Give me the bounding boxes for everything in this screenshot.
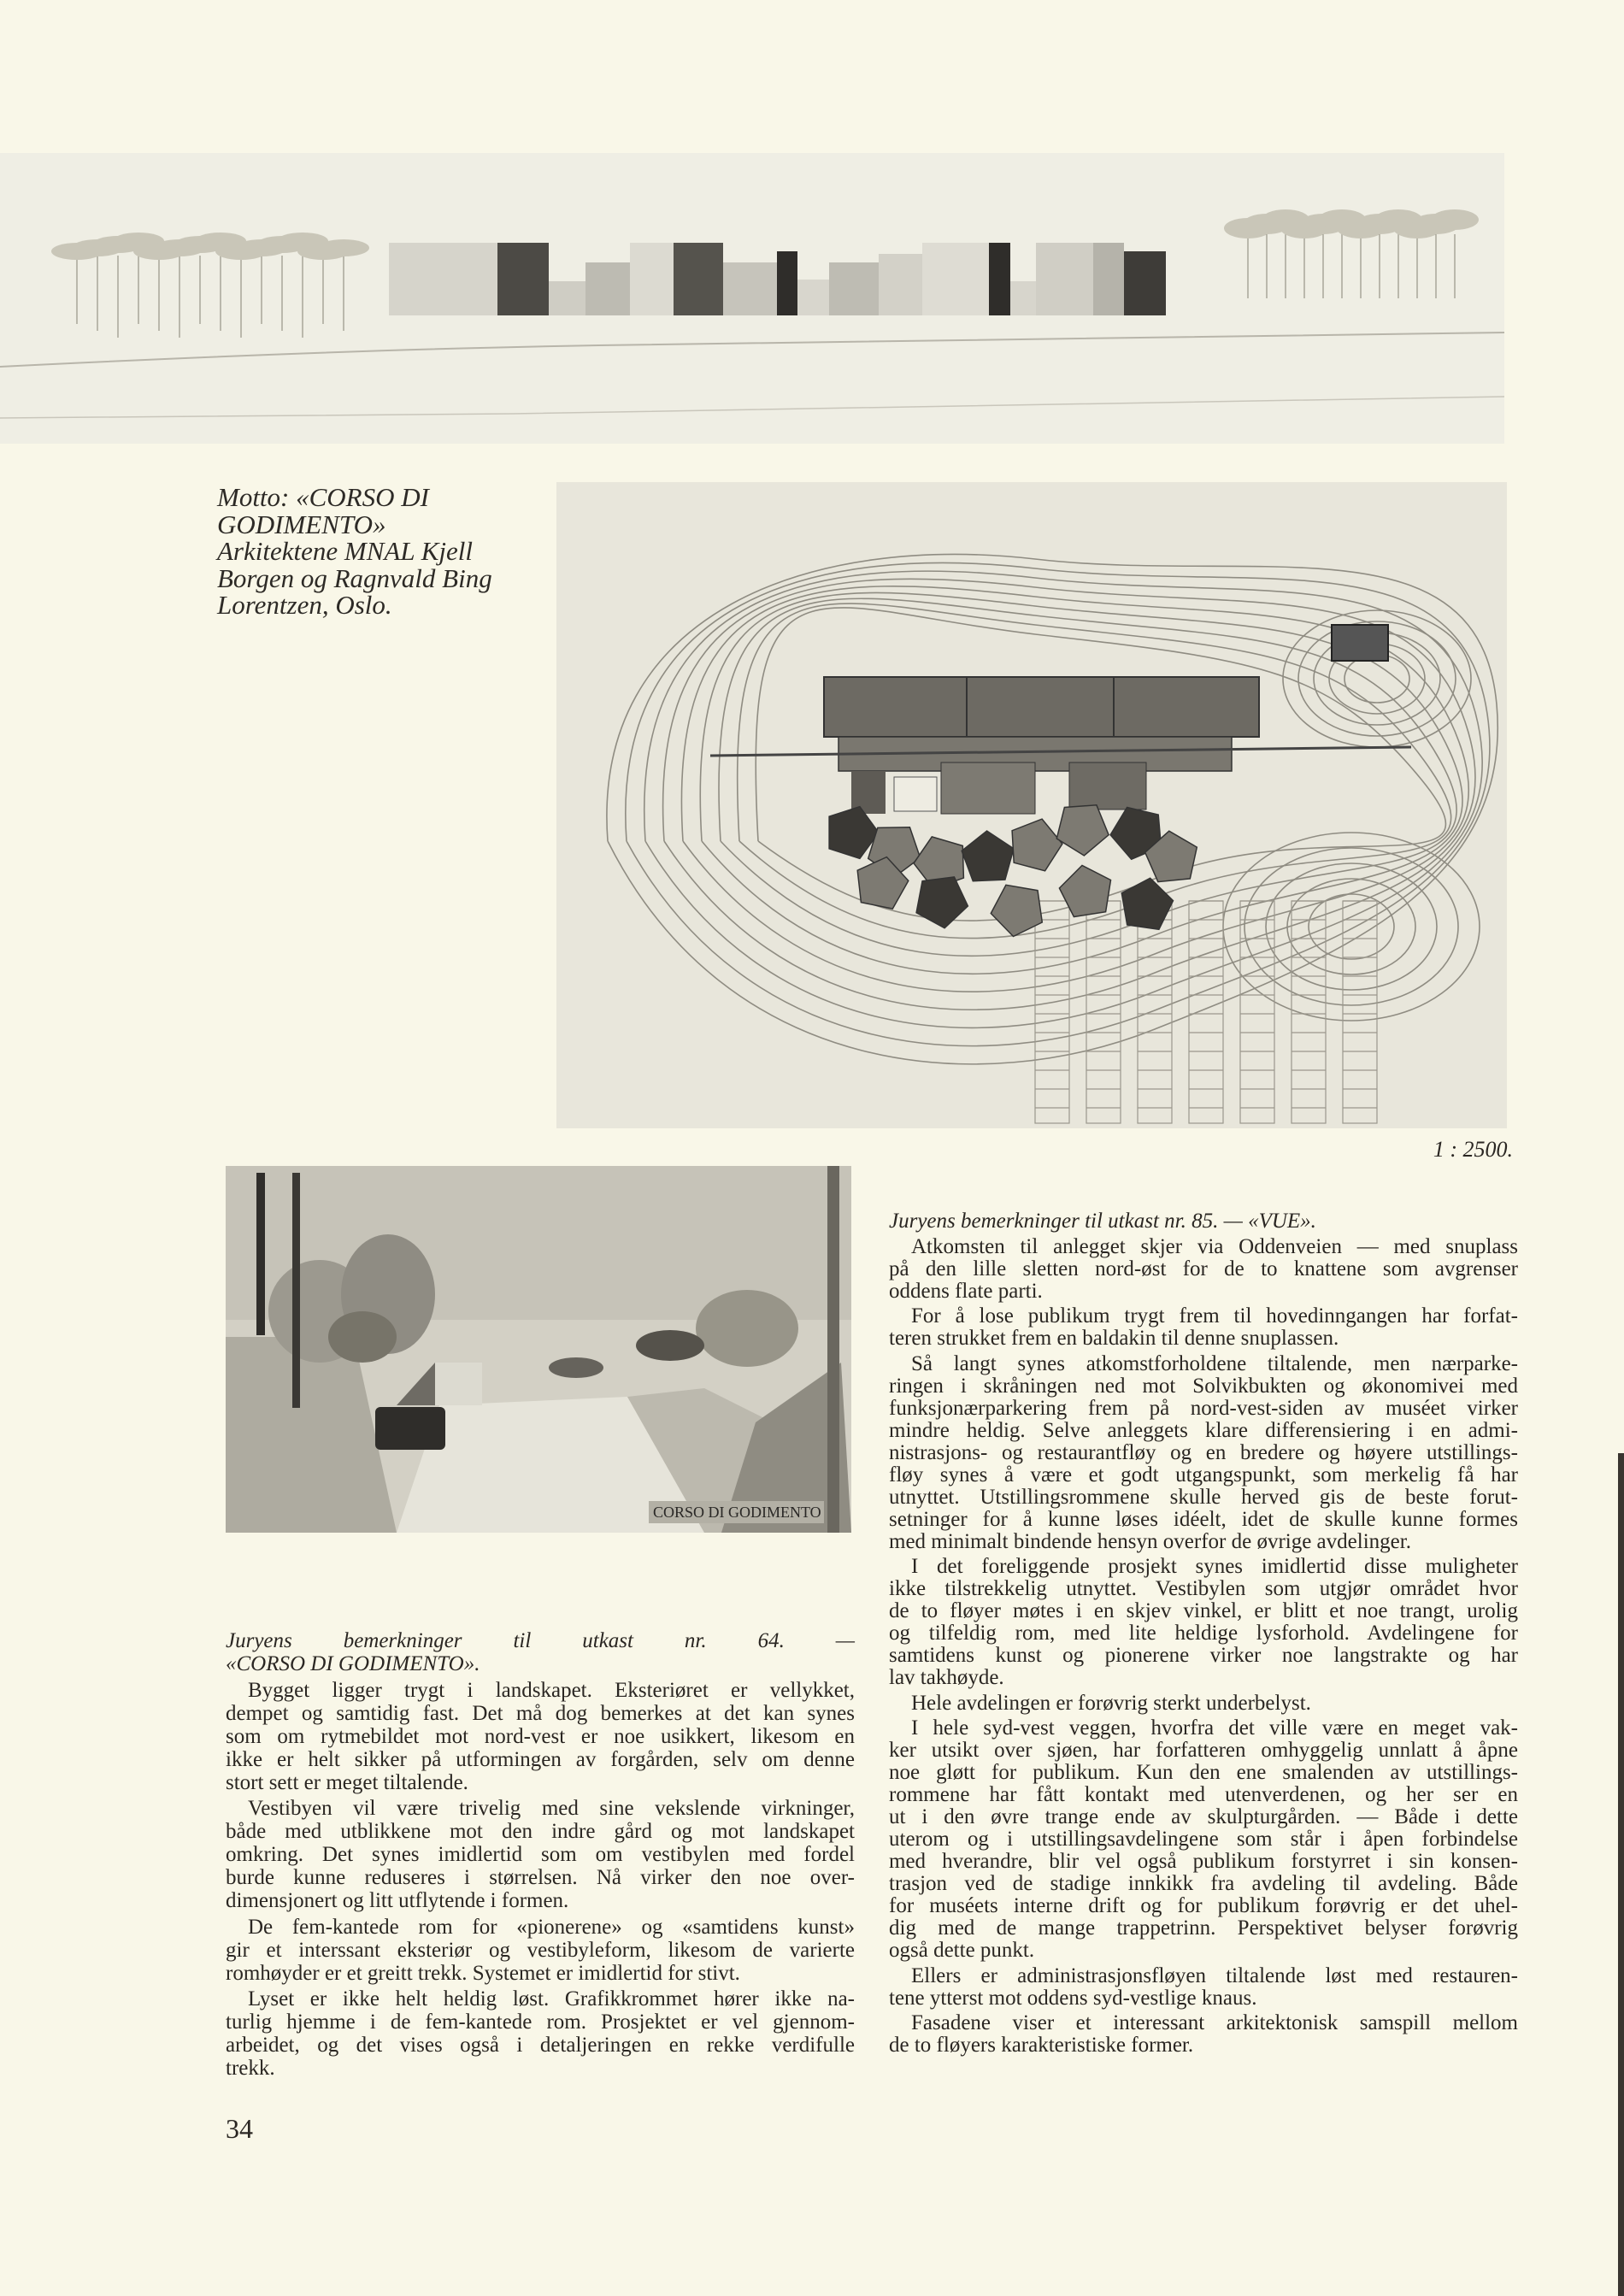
jury-remarks-85 (889, 1210, 1518, 2060)
text-line: «CORSO DI GODIMENTO». (226, 1652, 480, 1675)
text-line: mindre heldig. Selve anleggets klare differensiering i en admi- (889, 1418, 1518, 1442)
paragraph (889, 1965, 1518, 2010)
text-line: Ellers er administrasjonsfløyen tiltalende løst med restauren- (911, 1963, 1518, 1987)
text-line: romhøyder er et greitt trekk. Systemet er imidlertid for stivt. (226, 1961, 740, 1985)
text-line: Hele avdelingen er forøvrig sterkt underbelyst. (911, 1691, 1311, 1715)
text-line: på den lille sletten nord-øst for de to knattene som avgrenser (889, 1257, 1518, 1280)
text-line: trasjon ved de stadige innkikk fra avdeling til avdeling. Både (889, 1872, 1518, 1895)
building-block (549, 281, 585, 315)
caption-line: GODIMENTO» (217, 509, 386, 539)
elevation-drawing (0, 153, 1504, 444)
building-block (674, 243, 723, 315)
text-line: funksjonærparkering frem på nord-vest-siden av muséet virker (889, 1396, 1518, 1420)
site-plan-image (556, 482, 1507, 1128)
text-line: samtidens kunst og pionerene virker noe langstrakte og har (889, 1644, 1518, 1667)
perspective-drawing (226, 1166, 851, 1533)
paragraph (226, 1797, 855, 1912)
caption-line: Borgen og Ragnvald Bing (217, 562, 492, 593)
text-line: Atkomsten til anlegget skjer via Oddenveien — med snuplass (911, 1234, 1518, 1258)
scale-label: 1 : 2500. (1433, 1137, 1513, 1162)
building-block (797, 280, 829, 315)
text-line: I hele syd-vest veggen, hvorfra det ville være en meget vak- (911, 1716, 1518, 1740)
building-block (585, 262, 630, 315)
text-line: Fasadene viser et interessant arkitektonisk samspill mellom (911, 2011, 1518, 2034)
text-line: tene ytterst mot oddens syd-vestlige knaus. (889, 1986, 1257, 2010)
text-line: omkring. Det synes imidlertid som om vestibylen med fordel (226, 1843, 855, 1866)
building-block (989, 243, 1010, 315)
text-line: dig med de mange trappetrinn. Perspektivet belyser forøvrig (889, 1916, 1518, 1940)
section-heading (889, 1210, 1518, 1233)
text-line: burde kunne reduseres i størrelsen. Nå virker den noe over- (226, 1866, 855, 1889)
building-block (1036, 243, 1093, 315)
text-line: Vestibyen vil være trivelig med sine vekslende virkninger, (248, 1797, 855, 1820)
building-block (389, 243, 497, 315)
text-line: uterom og i utstillingsavdelingene som står i åpen forbindelse (889, 1828, 1518, 1851)
section-heading (226, 1629, 855, 1675)
perspective-drawing-image (226, 1166, 851, 1533)
paragraph (889, 2012, 1518, 2057)
building-block (1093, 243, 1124, 315)
text-line: Juryens bemerkninger til utkast nr. 85. — «VUE». (889, 1210, 1316, 1233)
text-line: også dette punkt. (889, 1939, 1035, 1962)
text-line: fløy synes å være et godt utgangspunkt, som merkelig få har (889, 1463, 1518, 1487)
text-line: og tilfeldig rom, med lite heldige lysforhold. Avdelingene for (889, 1622, 1518, 1645)
text-line: Juryens bemerkninger til utkast nr. 64. — (226, 1629, 855, 1652)
building-block (630, 243, 674, 315)
paragraph (889, 1717, 1518, 1962)
perspective-lettering: CORSO DI GODIMENTO (653, 1504, 821, 1521)
text-line: som om rytmebildet mot nord-vest er noe usikkert, likesom en (226, 1724, 855, 1748)
text-line: I det foreliggende prosjekt synes imidlertid disse muligheter (911, 1555, 1518, 1578)
building-block (1010, 281, 1036, 315)
text-line: de to fløyers karakteristiske former. (889, 2034, 1194, 2057)
text-line: Lyset er ikke helt heldig løst. Grafikkrommet hører ikke na- (248, 1987, 855, 2010)
text-line: både med utblikkene mot den indre gård og mot landskapet (226, 1820, 855, 1843)
building-block (829, 262, 879, 315)
text-line: utnyttet. Utstillingsrommene skulle herved gis de beste forut- (889, 1485, 1518, 1509)
text-line: ker utsikt over sjøen, har forfatteren omhyggelig unnlatt å åpne (889, 1739, 1518, 1762)
page-number: 34 (226, 2113, 253, 2144)
paragraph (226, 1679, 855, 1794)
text-line: stort sett er meget tiltalende. (226, 1770, 468, 1794)
caption-line: Arkitektene MNAL Kjell (217, 536, 474, 566)
text-line: for muséets interne drift og for publikum forøvrig er det uhel- (889, 1894, 1518, 1917)
project-caption (217, 484, 492, 619)
text-line: gir et interssant eksteriør og vestibyleform, likesom de varierte (226, 1938, 855, 1962)
text-line: rommene har fått kontakt med utenverdenen, og her ser en (889, 1783, 1518, 1806)
building-block (497, 243, 549, 315)
text-line: noe gløtt for publikum. Kun den ene smalenden av utstillings- (889, 1761, 1518, 1784)
text-line: ut i den øvre trange ende av skulpturgården. — Både i dette (889, 1805, 1518, 1828)
caption-line: Lorentzen, Oslo. (217, 590, 392, 620)
text-line: lav takhøyde. (889, 1666, 1004, 1689)
text-line: teren strukket frem en baldakin til denne snuplassen. (889, 1327, 1339, 1350)
building-block (723, 262, 777, 315)
page-edge (1618, 1453, 1624, 2296)
jury-remarks-64 (226, 1629, 855, 2083)
building-block (777, 251, 797, 315)
paragraph (889, 1693, 1518, 1715)
text-line: nistrasjons- og restaurantfløy og en bredere og høyere utstillings- (889, 1440, 1518, 1464)
paragraph (889, 1556, 1518, 1689)
elevation-drawing-image (0, 153, 1504, 444)
text-line: ikke er helt sikker på utformingen av forgården, selv om denne (226, 1747, 855, 1771)
building-block (1124, 251, 1166, 315)
site-plan (556, 482, 1507, 1128)
text-line: dempet og samtidig fast. Det må dog bemerkes at det kan synes (226, 1701, 855, 1725)
text-line: med minimalt bindende hensyn overfor de øvrige avdelinger. (889, 1529, 1411, 1553)
text-line: dimensjonert og litt utflytende i formen. (226, 1889, 569, 1912)
text-line: med hverandre, blir vel også publikum forstyrret i sin konsen- (889, 1850, 1518, 1873)
paragraph (226, 1916, 855, 1985)
text-line: ringen i skråningen ned mot Solvikbukten og økonomivei med (889, 1374, 1518, 1398)
paragraph (889, 1353, 1518, 1553)
text-line: oddens flate parti. (889, 1279, 1043, 1303)
paragraph (889, 1236, 1518, 1303)
paragraph (226, 1987, 855, 2080)
text-line: setninger for å kunne løses idéelt, idet de skulle kunne formes (889, 1507, 1518, 1531)
text-line: Bygget ligger trygt i landskapet. Eksteriøret er vellykket, (248, 1678, 855, 1702)
text-line: de to fløyer møtes i en skjev vinkel, er blitt et noe trangt, urolig (889, 1599, 1518, 1622)
text-line: trekk. (226, 2057, 275, 2080)
text-line: turlig hjemme i de fem-kantede rom. Prosjektet er vel gjennom- (226, 2010, 855, 2034)
text-line: arbeidet, og det vises også i detaljeringen en rekke verdifulle (226, 2034, 855, 2057)
paragraph (889, 1305, 1518, 1350)
text-line: ikke tilstrekkelig utnyttet. Vestibylen som utgjør området hvor (889, 1577, 1518, 1600)
building-block (922, 243, 989, 315)
text-line: De fem-kantede rom for «pionerene» og «samtidens kunst» (248, 1915, 855, 1939)
text-line: Så langt synes atkomstforholdene tiltalende, men nærparke- (911, 1351, 1518, 1375)
text-line: For å lose publikum trygt frem til hovedinngangen har forfat- (911, 1304, 1518, 1328)
caption-line: Motto: «CORSO DI (217, 482, 429, 512)
building-block (879, 254, 922, 315)
